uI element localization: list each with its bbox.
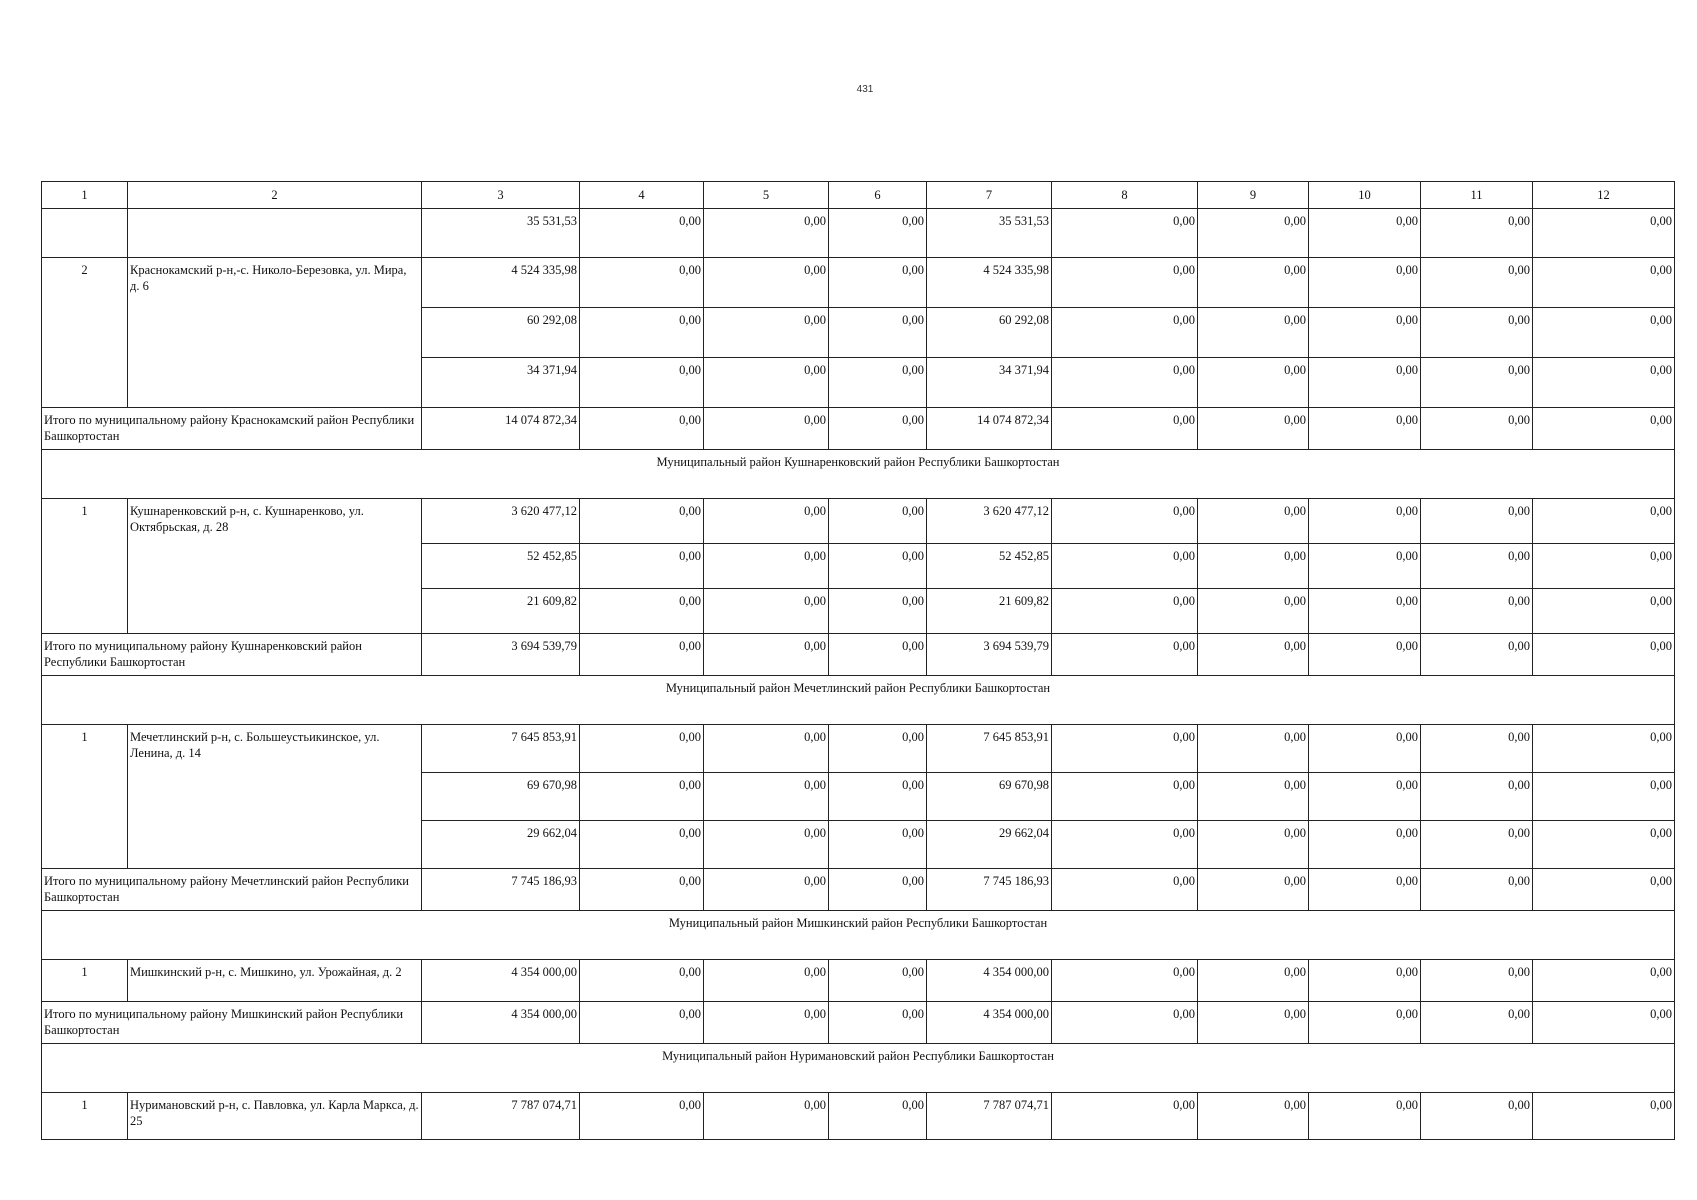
value-cell-col-5: 0,00 (704, 1093, 829, 1140)
value-cell-col-8: 0,00 (1052, 1093, 1198, 1140)
value-cell-col-11: 0,00 (1421, 1093, 1533, 1140)
value-cell-col-11: 0,00 (1421, 634, 1533, 676)
value-cell-col-11: 0,00 (1421, 308, 1533, 358)
value-cell-col-9: 0,00 (1198, 1002, 1309, 1044)
value-cell-col-4: 0,00 (580, 725, 704, 773)
value-cell-col-8: 0,00 (1052, 773, 1198, 821)
table-row (42, 1093, 1675, 1140)
column-header-1: 1 (42, 182, 128, 209)
value-cell-col-10: 0,00 (1309, 1002, 1421, 1044)
data-table (41, 181, 1675, 1140)
district-header-row (42, 1044, 1675, 1093)
column-header-3: 3 (422, 182, 580, 209)
value-cell-col-7: 3 620 477,12 (927, 499, 1052, 544)
value-cell-col-10: 0,00 (1309, 408, 1421, 450)
value-cell-col-3: 52 452,85 (422, 544, 580, 589)
value-cell-col-11: 0,00 (1421, 589, 1533, 634)
value-cell-col-6: 0,00 (829, 821, 927, 869)
value-cell-col-3: 14 074 872,34 (422, 408, 580, 450)
district-header-row (42, 676, 1675, 725)
value-cell-col-5: 0,00 (704, 308, 829, 358)
value-cell-col-6: 0,00 (829, 1002, 927, 1044)
value-cell-col-9: 0,00 (1198, 308, 1309, 358)
value-cell-col-3: 69 670,98 (422, 773, 580, 821)
table-body (42, 209, 1675, 1140)
value-cell-col-5: 0,00 (704, 258, 829, 308)
value-cell-col-9: 0,00 (1198, 1093, 1309, 1140)
value-cell-col-12: 0,00 (1533, 258, 1675, 308)
value-cell-col-3: 60 292,08 (422, 308, 580, 358)
value-cell-col-5: 0,00 (704, 634, 829, 676)
value-cell-col-8: 0,00 (1052, 544, 1198, 589)
value-cell-col-8: 0,00 (1052, 258, 1198, 308)
value-cell-col-11: 0,00 (1421, 821, 1533, 869)
value-cell-col-4: 0,00 (580, 773, 704, 821)
table-row (42, 725, 1675, 773)
value-cell-col-12: 0,00 (1533, 1002, 1675, 1044)
district-total-label: Итого по муниципальному району Краснокамский район Республики Башкортостан (42, 408, 422, 450)
value-cell-col-5: 0,00 (704, 499, 829, 544)
table-row (42, 960, 1675, 1002)
value-cell-col-7: 7 645 853,91 (927, 725, 1052, 773)
value-cell-col-7: 7 787 074,71 (927, 1093, 1052, 1140)
value-cell-col-8: 0,00 (1052, 408, 1198, 450)
value-cell-col-10: 0,00 (1309, 589, 1421, 634)
value-cell-col-9: 0,00 (1198, 634, 1309, 676)
district-total-row (42, 408, 1675, 450)
address-cell: Нуримановский р-н, с. Павловка, ул. Карла Маркса, д. 25 (128, 1093, 422, 1140)
value-cell-col-7: 60 292,08 (927, 308, 1052, 358)
value-cell-col-7: 3 694 539,79 (927, 634, 1052, 676)
address-cell: Краснокамский р-н,-с. Николо-Березовка, ул. Мира, д. 6 (128, 258, 422, 408)
value-cell-col-8: 0,00 (1052, 209, 1198, 258)
value-cell-col-5: 0,00 (704, 408, 829, 450)
value-cell-col-8: 0,00 (1052, 634, 1198, 676)
value-cell-col-5: 0,00 (704, 869, 829, 911)
value-cell-col-8: 0,00 (1052, 358, 1198, 408)
value-cell-col-11: 0,00 (1421, 209, 1533, 258)
value-cell-col-12: 0,00 (1533, 209, 1675, 258)
value-cell-col-4: 0,00 (580, 1002, 704, 1044)
value-cell-col-4: 0,00 (580, 589, 704, 634)
value-cell-col-11: 0,00 (1421, 725, 1533, 773)
value-cell-col-4: 0,00 (580, 408, 704, 450)
column-header-12: 12 (1533, 182, 1675, 209)
value-cell-col-10: 0,00 (1309, 960, 1421, 1002)
value-cell-col-12: 0,00 (1533, 821, 1675, 869)
value-cell-col-12: 0,00 (1533, 773, 1675, 821)
value-cell-col-5: 0,00 (704, 209, 829, 258)
value-cell-col-3: 4 354 000,00 (422, 1002, 580, 1044)
value-cell-col-7: 4 524 335,98 (927, 258, 1052, 308)
value-cell-col-10: 0,00 (1309, 308, 1421, 358)
value-cell-col-10: 0,00 (1309, 499, 1421, 544)
value-cell-col-4: 0,00 (580, 1093, 704, 1140)
value-cell-col-11: 0,00 (1421, 544, 1533, 589)
row-index: 2 (42, 258, 128, 408)
district-title: Муниципальный район Нуримановский район Республики Башкортостан (42, 1044, 1675, 1093)
value-cell-col-10: 0,00 (1309, 634, 1421, 676)
row-index: 1 (42, 499, 128, 634)
value-cell-col-9: 0,00 (1198, 544, 1309, 589)
value-cell-col-7: 21 609,82 (927, 589, 1052, 634)
value-cell-col-12: 0,00 (1533, 960, 1675, 1002)
value-cell-col-10: 0,00 (1309, 209, 1421, 258)
table-header-row (42, 182, 1675, 209)
value-cell-col-11: 0,00 (1421, 499, 1533, 544)
value-cell-col-8: 0,00 (1052, 589, 1198, 634)
value-cell-col-5: 0,00 (704, 821, 829, 869)
value-cell-col-10: 0,00 (1309, 869, 1421, 911)
value-cell-col-3: 7 745 186,93 (422, 869, 580, 911)
value-cell-col-5: 0,00 (704, 544, 829, 589)
district-total-row (42, 1002, 1675, 1044)
value-cell-col-11: 0,00 (1421, 258, 1533, 308)
value-cell-col-4: 0,00 (580, 258, 704, 308)
value-cell-col-7: 4 354 000,00 (927, 1002, 1052, 1044)
value-cell-col-8: 0,00 (1052, 725, 1198, 773)
value-cell-col-4: 0,00 (580, 869, 704, 911)
value-cell-col-8: 0,00 (1052, 308, 1198, 358)
value-cell-col-7: 14 074 872,34 (927, 408, 1052, 450)
address-cell: Кушнаренковский р-н, с. Кушнаренково, ул. Октябрьская, д. 28 (128, 499, 422, 634)
value-cell-col-11: 0,00 (1421, 358, 1533, 408)
value-cell-col-6: 0,00 (829, 408, 927, 450)
value-cell-col-9: 0,00 (1198, 258, 1309, 308)
column-header-7: 7 (927, 182, 1052, 209)
value-cell-col-4: 0,00 (580, 209, 704, 258)
district-total-label: Итого по муниципальному району Мишкинский район Республики Башкортостан (42, 1002, 422, 1044)
district-header-row (42, 450, 1675, 499)
address-cell: Мишкинский р-н, с. Мишкино, ул. Урожайная, д. 2 (128, 960, 422, 1002)
value-cell-col-6: 0,00 (829, 358, 927, 408)
value-cell-col-7: 7 745 186,93 (927, 869, 1052, 911)
value-cell-col-12: 0,00 (1533, 499, 1675, 544)
table-row (42, 258, 1675, 308)
value-cell-col-6: 0,00 (829, 209, 927, 258)
value-cell-col-9: 0,00 (1198, 589, 1309, 634)
column-header-8: 8 (1052, 182, 1198, 209)
value-cell-col-8: 0,00 (1052, 869, 1198, 911)
value-cell-col-7: 35 531,53 (927, 209, 1052, 258)
value-cell-col-3: 3 694 539,79 (422, 634, 580, 676)
value-cell-col-12: 0,00 (1533, 869, 1675, 911)
value-cell-col-6: 0,00 (829, 258, 927, 308)
row-index: 1 (42, 1093, 128, 1140)
row-index: 1 (42, 725, 128, 869)
value-cell-col-9: 0,00 (1198, 773, 1309, 821)
value-cell-col-12: 0,00 (1533, 725, 1675, 773)
address-cell: Мечетлинский р-н, с. Большеустьикинское, ул. Ленина, д. 14 (128, 725, 422, 869)
value-cell-col-10: 0,00 (1309, 821, 1421, 869)
value-cell-col-10: 0,00 (1309, 773, 1421, 821)
value-cell-col-12: 0,00 (1533, 589, 1675, 634)
value-cell-col-3: 35 531,53 (422, 209, 580, 258)
value-cell-col-9: 0,00 (1198, 358, 1309, 408)
value-cell-col-4: 0,00 (580, 358, 704, 408)
value-cell-col-6: 0,00 (829, 773, 927, 821)
value-cell-col-6: 0,00 (829, 869, 927, 911)
value-cell-col-5: 0,00 (704, 725, 829, 773)
column-header-5: 5 (704, 182, 829, 209)
value-cell-col-7: 4 354 000,00 (927, 960, 1052, 1002)
district-total-label: Итого по муниципальному району Мечетлинский район Республики Башкортостан (42, 869, 422, 911)
value-cell-col-10: 0,00 (1309, 1093, 1421, 1140)
value-cell-col-3: 29 662,04 (422, 821, 580, 869)
value-cell-col-10: 0,00 (1309, 258, 1421, 308)
value-cell-col-9: 0,00 (1198, 821, 1309, 869)
value-cell-col-6: 0,00 (829, 960, 927, 1002)
district-total-row (42, 634, 1675, 676)
value-cell-col-6: 0,00 (829, 725, 927, 773)
value-cell-col-3: 3 620 477,12 (422, 499, 580, 544)
value-cell-col-6: 0,00 (829, 544, 927, 589)
value-cell-col-3: 7 787 074,71 (422, 1093, 580, 1140)
column-header-9: 9 (1198, 182, 1309, 209)
value-cell-col-3: 34 371,94 (422, 358, 580, 408)
value-cell-col-7: 69 670,98 (927, 773, 1052, 821)
value-cell-col-10: 0,00 (1309, 544, 1421, 589)
district-total-row (42, 869, 1675, 911)
value-cell-col-8: 0,00 (1052, 960, 1198, 1002)
value-cell-col-9: 0,00 (1198, 960, 1309, 1002)
value-cell-col-6: 0,00 (829, 308, 927, 358)
value-cell-col-10: 0,00 (1309, 358, 1421, 408)
value-cell-col-11: 0,00 (1421, 869, 1533, 911)
table-row (42, 499, 1675, 544)
value-cell-col-10: 0,00 (1309, 725, 1421, 773)
value-cell-col-12: 0,00 (1533, 634, 1675, 676)
value-cell-col-5: 0,00 (704, 589, 829, 634)
value-cell-col-11: 0,00 (1421, 1002, 1533, 1044)
value-cell-col-11: 0,00 (1421, 408, 1533, 450)
column-header-6: 6 (829, 182, 927, 209)
value-cell-col-4: 0,00 (580, 821, 704, 869)
value-cell-col-8: 0,00 (1052, 821, 1198, 869)
value-cell-col-9: 0,00 (1198, 408, 1309, 450)
value-cell-col-5: 0,00 (704, 358, 829, 408)
district-header-row (42, 911, 1675, 960)
value-cell-col-3: 21 609,82 (422, 589, 580, 634)
value-cell-col-5: 0,00 (704, 960, 829, 1002)
page-number: 431 (856, 84, 874, 95)
value-cell-col-6: 0,00 (829, 499, 927, 544)
district-total-label: Итого по муниципальному району Кушнаренковский район Республики Башкортостан (42, 634, 422, 676)
value-cell-col-8: 0,00 (1052, 499, 1198, 544)
value-cell-col-12: 0,00 (1533, 358, 1675, 408)
value-cell-col-9: 0,00 (1198, 209, 1309, 258)
value-cell-col-3: 7 645 853,91 (422, 725, 580, 773)
value-cell-col-9: 0,00 (1198, 869, 1309, 911)
value-cell-col-3: 4 524 335,98 (422, 258, 580, 308)
value-cell-col-7: 52 452,85 (927, 544, 1052, 589)
value-cell-col-12: 0,00 (1533, 544, 1675, 589)
value-cell-col-3: 4 354 000,00 (422, 960, 580, 1002)
table-row (42, 209, 1675, 258)
value-cell-col-7: 29 662,04 (927, 821, 1052, 869)
value-cell-col-5: 0,00 (704, 1002, 829, 1044)
value-cell-col-12: 0,00 (1533, 408, 1675, 450)
value-cell-col-6: 0,00 (829, 634, 927, 676)
row-index: 1 (42, 960, 128, 1002)
column-header-2: 2 (128, 182, 422, 209)
value-cell-col-4: 0,00 (580, 960, 704, 1002)
column-header-10: 10 (1309, 182, 1421, 209)
value-cell-col-12: 0,00 (1533, 1093, 1675, 1140)
value-cell-col-11: 0,00 (1421, 773, 1533, 821)
address-cell (128, 209, 422, 258)
row-index-cell (42, 209, 128, 258)
value-cell-col-6: 0,00 (829, 589, 927, 634)
value-cell-col-4: 0,00 (580, 308, 704, 358)
value-cell-col-12: 0,00 (1533, 308, 1675, 358)
district-title: Муниципальный район Кушнаренковский район Республики Башкортостан (42, 450, 1675, 499)
column-header-4: 4 (580, 182, 704, 209)
value-cell-col-4: 0,00 (580, 499, 704, 544)
value-cell-col-4: 0,00 (580, 544, 704, 589)
value-cell-col-7: 34 371,94 (927, 358, 1052, 408)
value-cell-col-6: 0,00 (829, 1093, 927, 1140)
value-cell-col-8: 0,00 (1052, 1002, 1198, 1044)
value-cell-col-4: 0,00 (580, 634, 704, 676)
value-cell-col-11: 0,00 (1421, 960, 1533, 1002)
value-cell-col-9: 0,00 (1198, 499, 1309, 544)
district-title: Муниципальный район Мишкинский район Республики Башкортостан (42, 911, 1675, 960)
value-cell-col-5: 0,00 (704, 773, 829, 821)
value-cell-col-9: 0,00 (1198, 725, 1309, 773)
district-title: Муниципальный район Мечетлинский район Республики Башкортостан (42, 676, 1675, 725)
column-header-11: 11 (1421, 182, 1533, 209)
